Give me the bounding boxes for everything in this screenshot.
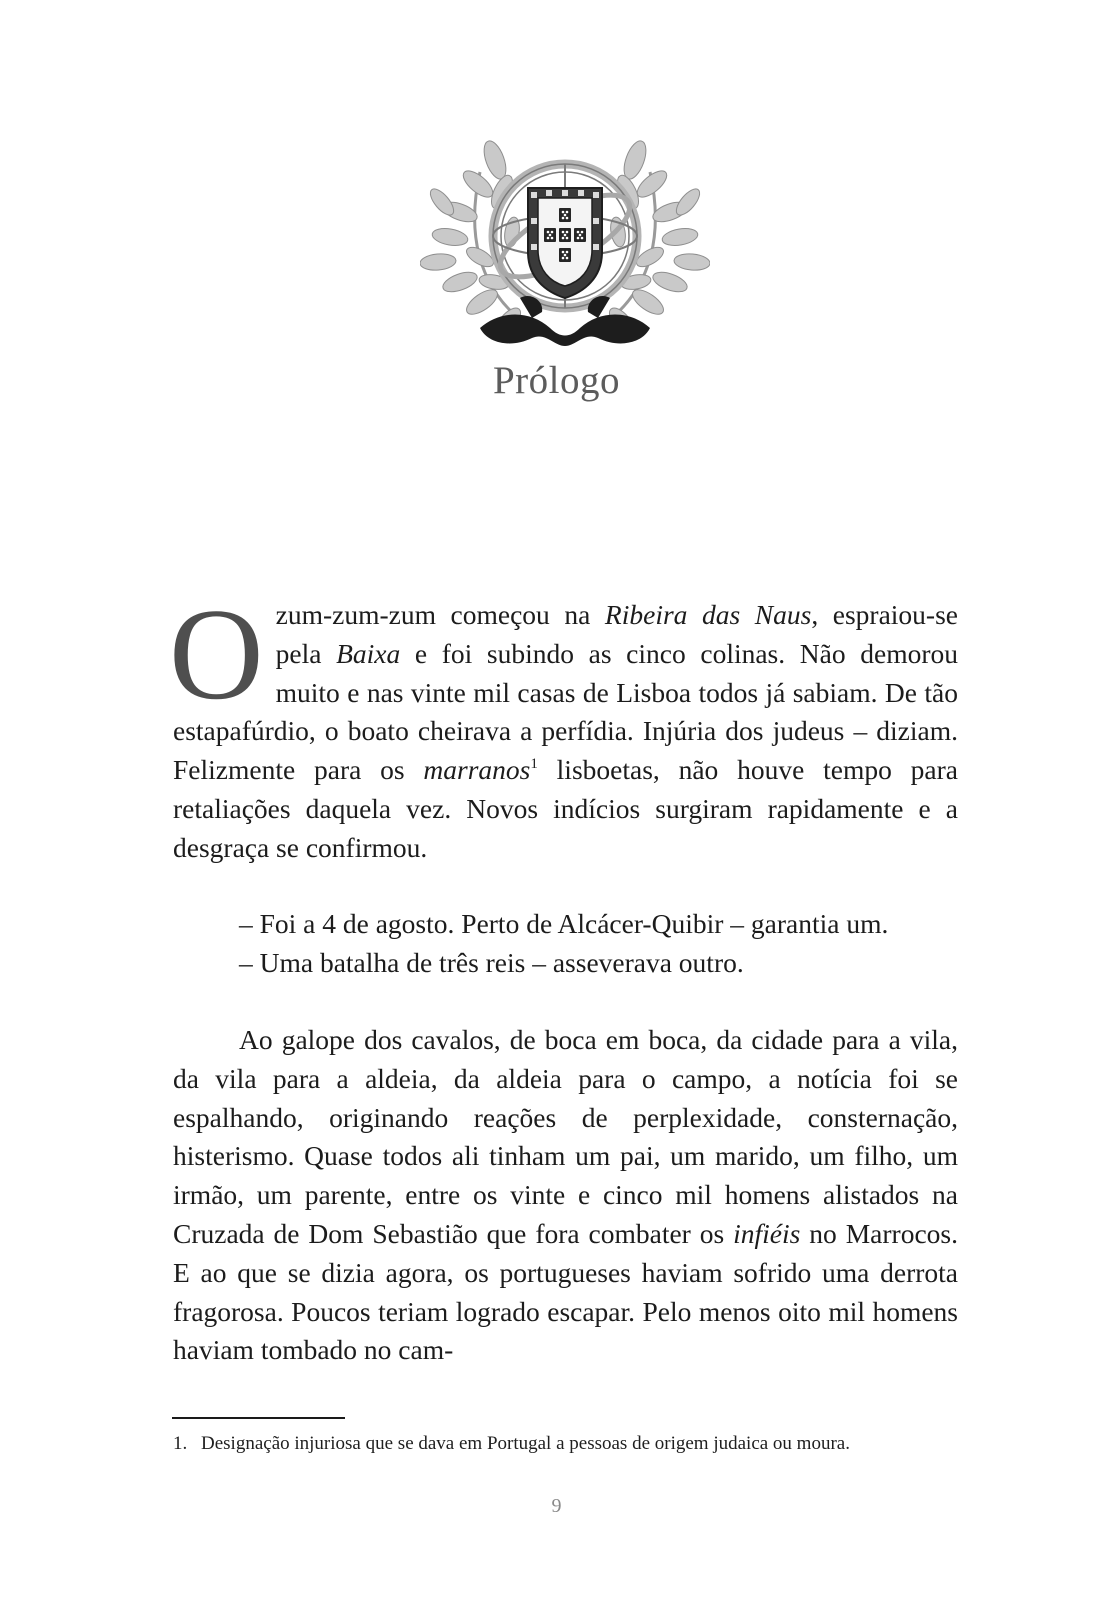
footnote-number: 1.	[173, 1433, 188, 1454]
text-segment: no Marrocos. E ao que se dizia agora, os portugueses haviam sofrido uma derrota fragorosa. Poucos teriam logrado escapar. Pelo menos oito mil homens haviam tombado no cam-	[173, 1217, 958, 1366]
chapter-title: Prólogo	[492, 359, 620, 402]
footnote	[173, 1433, 973, 1455]
text-segment: lisboetas, não houve tempo para retaliações daquela vez. Novos indícios surgiram rapidamente e a desgraça se confirmou.	[173, 754, 958, 863]
dialogue-line: – Foi a 4 de agosto. Perto de Alcácer-Quibir – garantia um.	[239, 908, 889, 939]
coat-of-arms-emblem	[420, 132, 710, 354]
italic-term: marranos	[423, 754, 531, 786]
italic-term: Baixa	[336, 637, 401, 669]
italic-term: Ribeira das Naus	[604, 599, 812, 630]
footnote-text: Designação injuriosa que se dava em Portugal a pessoas de origem judaica ou moura.	[201, 1433, 850, 1454]
paragraph-1	[169, 582, 958, 868]
text-segment: , espraiou-se pela	[275, 599, 958, 669]
dialogue-line: – Uma batalha de três reis – asseverava outro.	[239, 946, 744, 978]
italic-term: infiéis	[733, 1217, 801, 1249]
paragraph-2	[173, 1021, 958, 1370]
drop-cap: O	[169, 582, 264, 727]
text-segment: Ao galope dos cavalos, de boca em boca, da cidade para a vila, da vila para a aldeia, da aldeia para o campo, a notícia foi se espalhando, originando reações de perplexidade, consternação, histerismo. Quase todos ali tinham um pai, um marido, um filho, um irmão, um parente, entre os vinte e cinco mil homens alistados na Cruzada de Dom Sebastião que fora combater os	[173, 1024, 958, 1249]
text-segment: zum-zum-zum começou na	[275, 599, 605, 630]
page-number: 9	[551, 1495, 562, 1517]
text-segment: e foi subindo as cinco colinas. Não demorou muito e nas vinte mil casas de Lisboa todos já sabiam. De tão estapafúrdio, o boato cheirava a perfídia. Injúria dos judeus – diziam. Felizmente para os	[173, 637, 958, 786]
footnote-divider	[172, 1417, 345, 1419]
dialogue-block	[239, 905, 959, 983]
footnote-reference: 1	[530, 756, 538, 773]
